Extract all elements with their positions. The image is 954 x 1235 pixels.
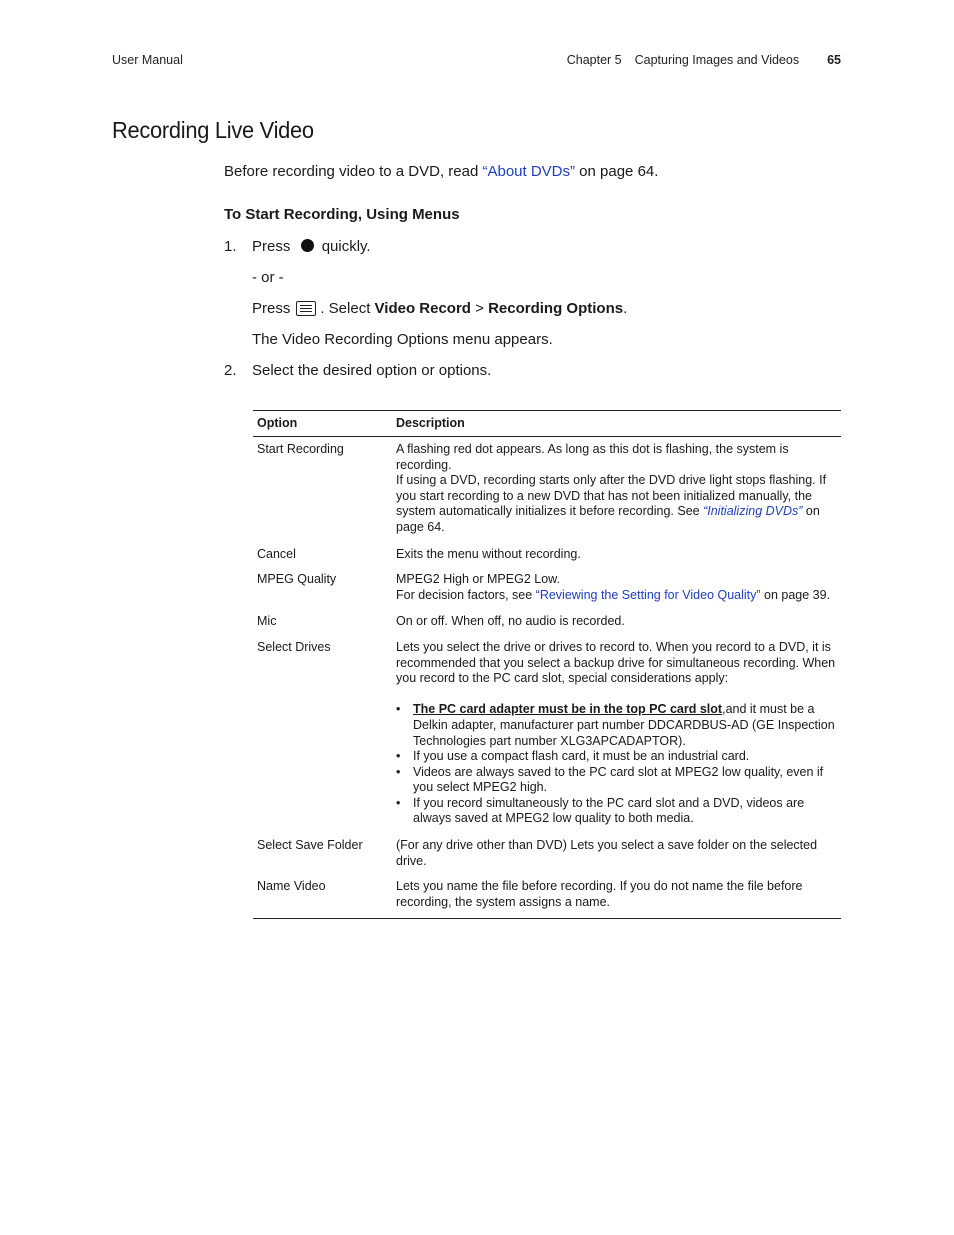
bullet: • (396, 795, 401, 810)
table-row-start-recording (253, 442, 841, 536)
bullet: • (396, 749, 401, 764)
intro-page-ref: on page 64. (575, 163, 659, 180)
recording-options-table (253, 410, 841, 919)
considerations-list (396, 702, 837, 827)
bullet: • (396, 764, 401, 779)
recording-options-label: Recording Options (488, 300, 624, 317)
video-quality-link[interactable]: “Reviewing the Setting for Video Quality” (535, 587, 761, 602)
list-item (396, 765, 837, 796)
table-row-select-save-folder (253, 838, 841, 869)
running-header-title: User Manual (112, 53, 183, 67)
description-cell: On or off. When off, no audio is recorded. (396, 614, 625, 629)
select-label: . Select (320, 300, 375, 317)
option-cell: Select Save Folder (257, 838, 363, 853)
desc-line (396, 588, 837, 604)
desc-line (396, 473, 837, 535)
bullet: • (396, 702, 401, 717)
option-column-header: Option (257, 415, 298, 430)
menu-path-separator: > (470, 300, 489, 317)
page-number: 65 (827, 53, 841, 67)
desc-line: A flashing red dot appears. As long as this dot is flashing, the system is recording. (396, 442, 789, 472)
video-record-label: Video Record (374, 300, 471, 317)
step-1-number: 1. (224, 238, 237, 255)
step-1-alt-line (252, 300, 627, 317)
table-header-row (253, 411, 841, 437)
press-label-2: Press (252, 300, 291, 317)
desc-line: Lets you select the drive or drives to record to. When you record to a DVD, it is recommended that you select a backup drive for simultaneous recording. When you record to the PC card slot, special considerations apply: (396, 639, 836, 686)
step-1-result: The Video Recording Options menu appears. (252, 331, 553, 348)
desc-text: For decision factors, see (396, 587, 536, 602)
option-cell: Mic (257, 614, 277, 629)
initializing-dvds-link[interactable]: “Initializing DVDs” (703, 504, 803, 519)
step-1-line (252, 238, 371, 255)
intro-paragraph (224, 163, 658, 180)
desc-text: on page 39. (760, 587, 831, 602)
list-item-text: If you record simultaneously to the PC card slot and a DVD, videos are always saved at MPEG2 low quality to both media. (413, 795, 805, 826)
desc-line: MPEG2 High or MPEG2 Low. (396, 572, 560, 587)
press-label: Press (252, 238, 291, 255)
list-item (396, 749, 837, 765)
desc-text: on page 64. (396, 504, 820, 534)
menu-button-icon (296, 301, 316, 316)
record-dot-icon (301, 239, 314, 252)
description-cell (396, 572, 841, 603)
description-cell: Lets you name the file before recording. If you do not name the file before recording, the system assigns a name. (396, 879, 803, 909)
option-cell: Cancel (257, 546, 296, 561)
list-item (396, 796, 837, 827)
description-column-header: Description (396, 415, 465, 430)
section-label: Capturing Images and Videos (634, 53, 800, 67)
period: . (623, 300, 628, 317)
list-item (396, 702, 837, 749)
table-row-cancel (253, 547, 841, 563)
step-2-number: 2. (224, 362, 237, 379)
step-2-text: Select the desired option or options. (252, 362, 492, 379)
table-row-name-video (253, 879, 841, 910)
list-item-text: Videos are always saved to the PC card slot at MPEG2 low quality, even if you select MPEG2 high. (413, 764, 824, 795)
bold-emphasis: The PC card adapter must be in the top PC card slot (413, 702, 723, 717)
option-cell: Name Video (257, 879, 326, 894)
desc-text: If using a DVD, recording starts only after the DVD drive light stops flashing. If you start recording to a new DVD that has not been initialized manually, the system automatically initializes it before recording. See (396, 473, 827, 519)
option-cell: Start Recording (257, 442, 344, 456)
option-cell: Select Drives (257, 639, 331, 654)
option-cell: MPEG Quality (257, 572, 337, 587)
table-row-mic (253, 614, 841, 630)
table-row-mpeg-quality (253, 572, 841, 603)
description-cell (396, 640, 841, 827)
table-row-select-drives (253, 640, 841, 827)
description-cell: (For any drive other than DVD) Lets you select a save folder on the selected drive. (396, 838, 818, 868)
running-header-right (567, 53, 841, 67)
quickly-label: quickly. (321, 238, 371, 255)
about-dvds-link[interactable]: “About DVDs” (482, 163, 576, 180)
page-title: Recording Live Video (112, 117, 314, 143)
description-cell: Exits the menu without recording. (396, 546, 581, 561)
chapter-label: Chapter 5 (566, 53, 622, 67)
or-separator: - or - (252, 269, 284, 286)
list-item-text: If you use a compact flash card, it must be an industrial card. (413, 749, 750, 764)
intro-text: Before recording video to a DVD, read (224, 163, 483, 180)
procedure-heading: To Start Recording, Using Menus (224, 206, 460, 223)
list-item-text: ,and it must be a Delkin adapter, manufacturer part number DDCARDBUS-AD (GE Inspection Technologies part number XLG3APCADAPTOR). (413, 702, 835, 748)
description-cell (396, 442, 841, 536)
